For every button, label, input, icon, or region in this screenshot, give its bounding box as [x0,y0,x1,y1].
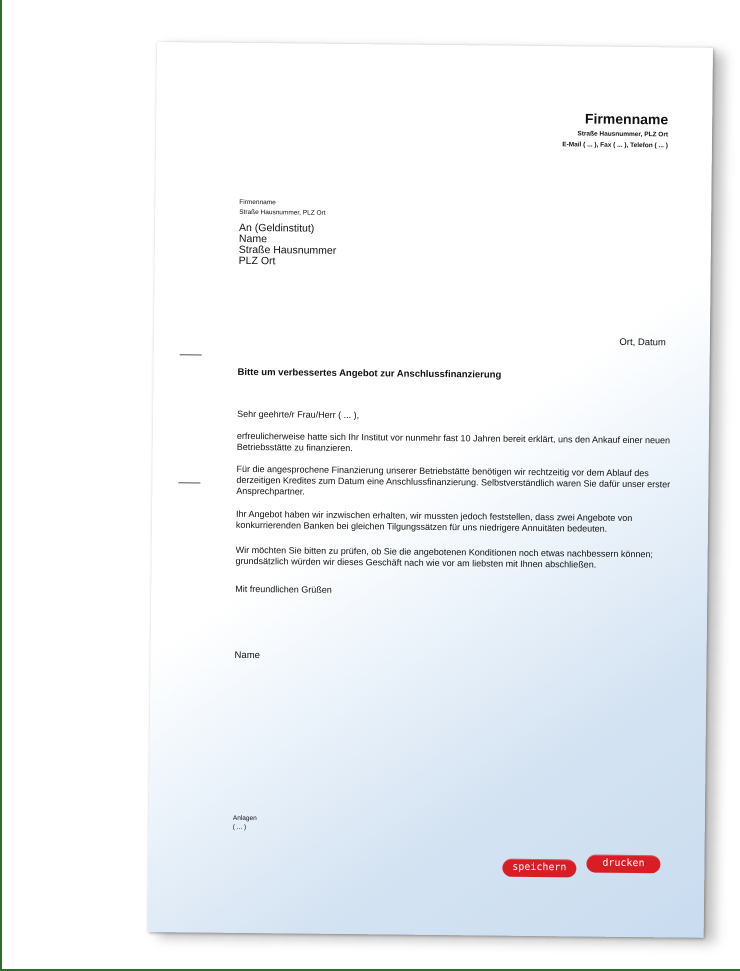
letter-subject: Bitte um verbessertes Angebot zur Anschlussfinanzierung [237,366,502,381]
closing: Mit freundlichen Grüßen [235,583,332,595]
sender-address: Straße Hausnummer, PLZ Ort [239,208,326,217]
attachments-label: Anlagen [232,814,257,823]
recipient-line-4: PLZ Ort [238,254,276,268]
header-contact: E-Mail ( ... ), Fax ( ... ), Telefon ( ... ) [562,141,668,150]
paragraph-3: Ihr Angebot haben wir inzwischen erhalten, wir mussten jedoch feststellen, dass zwei Angebote von konkurrierenden Banken bei gleichen Tilgungssätzen für uns niedrigere Annuitäten bedeuten. [235,508,633,534]
sender-company: Firmenname [239,198,276,207]
print-button[interactable]: drucken [586,855,660,874]
recipient-line-3: Straße Hausnummer [238,243,337,257]
recipient-line-1: An (Geldinstitut) [238,221,315,235]
paragraph-2: Für die angesprochene Finanzierung unserer Betriebstätte benötigen wir rechtzeitig vor dem Ablauf des derzeitigen Kredites zum Datum eine Anschlussfinanzierung. Selbstverständlich waren Sie dafür unser erster Ansprechpartner. [236,463,671,497]
letter-page [148,42,713,938]
fold-mark-top [180,354,202,355]
signature-name: Name [234,649,260,662]
salutation: Sehr geehrte/r Frau/Herr ( ... ), [237,408,360,421]
header-address: Straße Hausnummer, PLZ Ort [577,130,669,139]
fold-mark-middle [178,482,200,483]
letter-date: Ort, Datum [619,336,666,349]
paragraph-4: Wir möchten Sie bitten zu prüfen, ob Sie die angebotenen Konditionen noch etwas nachbessern können; grundsätzlich würden wir dieses Geschäft nach wie vor am liebsten mit Ihnen abschließen. [235,544,653,570]
recipient-line-2: Name [238,232,268,246]
save-button[interactable]: speichern [502,859,576,878]
header-company-name: Firmenname [584,110,669,128]
attachments-value: ( ... ) [232,823,247,831]
paragraph-1: erfreulicherweise hatte sich Ihr Institut vor nunmehr fast 10 Jahren bereit erklärt, uns den Ankauf einer neuen Betriebsstätte zu finanzieren. [236,430,671,454]
